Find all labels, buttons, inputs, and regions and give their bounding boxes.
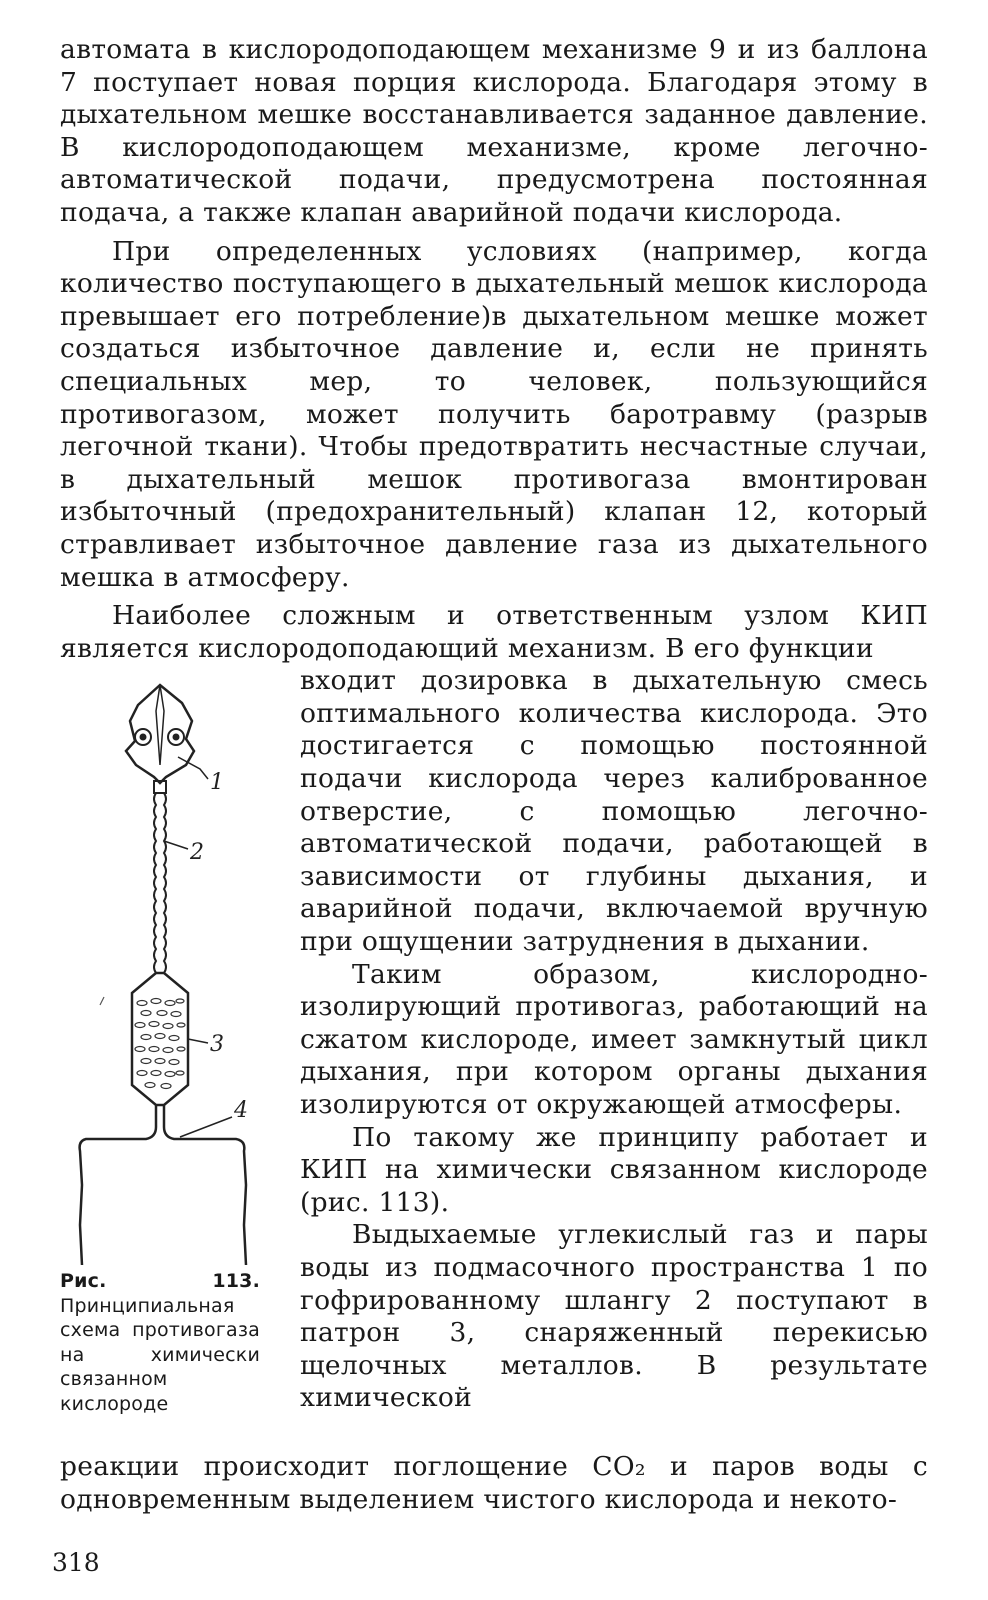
hose-left-wall [154,793,156,973]
side-paragraph-1: входит дозировка в дыхательную смесь оптимального количества кислорода. Это достигается с помощью постоянной подачи кислорода через калиброванное отверстие, с помощью легочно-автоматической подачи, работающей в зависимости от глубины дыхания, и аварийной подачи, включаемой вручную при ощущении затруднения в дыхании. [300,665,928,958]
bag-outline-right [164,1105,246,1265]
figure-label-4: 4 [234,1098,248,1124]
figure-block [60,665,928,1451]
paragraph-1: автомата в кислородоподающем механизме 9 и из баллона 7 поступает новая порция кислорода. Благодаря этому в дыхательном мешке восстанавливается заданное давление. В кислородоподающем механизме, кроме легочно-автоматической подачи, предусмотрена постоянная подача, а также клапан аварийной подачи кислорода. [60,34,928,228]
page-body [60,34,928,1516]
paragraph-bottom: реакции происходит поглощение CO₂ и паров воды с одновременным выделением чистого кислорода и некото- [60,1451,928,1515]
cartridge-fill-pattern [135,999,185,1089]
figure-caption [60,1269,260,1416]
caption-label: Рис. 113. [60,1270,260,1293]
figure-label-1: 1 [210,770,224,796]
side-column [300,665,928,1415]
side-paragraph-3: По такому же принципу работает и КИП на химически связанном кислороде (рис. 113). [300,1121,928,1218]
figure-113 [60,665,290,1265]
paragraph-3: Наиболее сложным и ответственным узлом КИП является кислородоподающий механизм. В его функции [60,600,928,664]
hose-right-wall [164,793,166,973]
side-paragraph-2: Таким образом, кислородно-изолирующий противогаз, работающий на сжатом кислороде, имеет замкнутый цикл дыхания, при котором органы дыхания изолируются от окружающей атмосферы. [300,958,928,1120]
side-paragraph-4: Выдыхаемые углекислый газ и пары воды из подмасочного пространства 1 по гофрированному шлангу 2 поступают в патрон 3, снаряженный перекисью щелочных металлов. В результате химической [300,1219,928,1414]
caption-text: Принципиальная схема противогаза на химически связанном кислороде [60,1294,260,1415]
figure-label-3: 3 [210,1032,224,1058]
figure-label-2: 2 [190,840,204,866]
paragraph-2: При определенных условиях (например, когда количество поступающего в дыхательный мешок кислорода превышает его потребление)в дыхательном мешке может создаться избыточное давление и, если не принять специальных мер, то человек, пользующийся противогазом, может получить баротравму (разрыв легочной ткани). Чтобы предотвратить несчастные случаи, в дыхательный мешок противогаза вмонтирован избыточный (предохранительный) клапан 12, который стравливает избыточное давление газа из дыхательного мешка в атмосферу. [60,235,928,593]
bag-outline-left [80,1105,156,1265]
gas-mask-schematic [60,665,290,1265]
page-number: 318 [52,1548,100,1577]
